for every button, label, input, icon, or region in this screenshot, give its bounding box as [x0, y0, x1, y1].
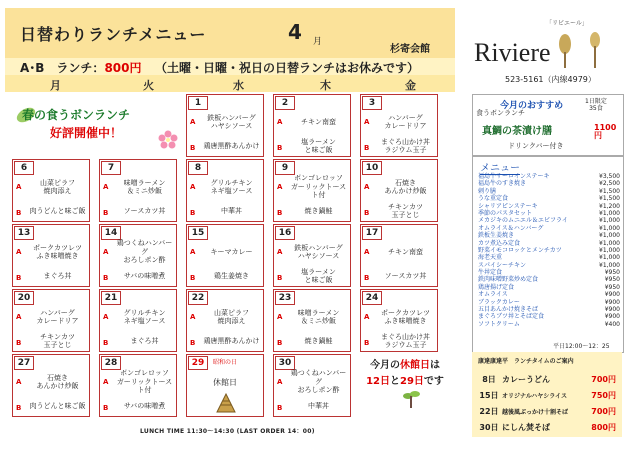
- menu-item-price: ¥1,000: [599, 217, 620, 225]
- menu-item-price: ¥2,500: [599, 180, 620, 188]
- recommend-item-1: 食うボンランチ: [476, 109, 525, 117]
- menu-item-name: オムライス: [478, 291, 508, 299]
- promo-line1: 春の食うボンランチ: [22, 108, 131, 122]
- promo-line2: 好評開催中！: [50, 126, 123, 140]
- menu-item-price: ¥1,000: [599, 232, 620, 240]
- set-b-label: B: [277, 404, 283, 412]
- menu-item-price: ¥1,500: [599, 195, 620, 203]
- logo-small: 「リビエール」: [546, 20, 588, 27]
- closed-note-end: です: [423, 376, 444, 387]
- calendar-cell: [273, 94, 351, 157]
- set-a-dish: キーマカレー: [210, 247, 253, 256]
- recommend-drink: ドリンクバー付き: [508, 142, 564, 150]
- menu-item-name: メカジキのムニエル＆エビフライ: [478, 217, 568, 225]
- calendar-cell: [273, 354, 351, 417]
- price-label-text: A･B ランチ：: [20, 61, 105, 75]
- lunch-time: LUNCH TIME 11:30～14:30 (LAST ORDER 14：00): [140, 428, 315, 435]
- calendar-date: 13: [14, 226, 34, 240]
- set-b-dish: まぐろ丼: [43, 271, 72, 280]
- calendar-cell: [186, 159, 264, 222]
- calendar-date: 15: [188, 226, 208, 240]
- menu-item-price: ¥950: [604, 283, 620, 291]
- set-b-label: B: [103, 339, 109, 347]
- calendar-date: 22: [188, 291, 208, 305]
- menu-item-price: ¥950: [604, 269, 620, 277]
- closed-day-2: 29日: [400, 376, 424, 387]
- sakura-icon: [158, 130, 178, 150]
- special-item: [476, 374, 616, 385]
- menu-item-name: 福島牛サーロインステーキ: [478, 173, 550, 180]
- set-b-dish: チキンカツ 玉子とじ: [388, 202, 423, 219]
- special-item-price: 750円: [591, 391, 616, 400]
- closed-note-mid: と: [390, 376, 400, 387]
- set-b-dish: 中華丼: [308, 401, 329, 410]
- set-a-dish: 山菜ピラフ 焼肉添え: [40, 178, 75, 195]
- set-a-label: A: [190, 118, 196, 126]
- holiday-tag: 昭和の日: [213, 359, 238, 366]
- set-a-label: A: [16, 183, 22, 191]
- set-b-dish: 鶏唐黒酢あんかけ: [203, 336, 260, 345]
- set-a-dish: ハンバーグ カレードリア: [36, 308, 79, 325]
- set-b-dish: まぐろ山かけ丼 ラジウム玉子: [381, 332, 430, 349]
- calendar-date: 29: [188, 356, 208, 370]
- special-item-price: 800円: [591, 423, 616, 432]
- set-a-dish: 鉄板ハンバーグ ハヤシソース: [294, 243, 343, 260]
- set-b-dish: 焼き鍋鮭: [304, 206, 333, 215]
- weekday-fri: 金: [405, 79, 416, 92]
- set-b-label: B: [277, 274, 283, 282]
- set-a-label: A: [190, 183, 196, 191]
- calendar-cell: [360, 159, 438, 222]
- menu-item-name: 刺り膳: [478, 187, 497, 195]
- calendar-cell: [186, 289, 264, 352]
- set-b-dish: 塩ラーメン と味ご飯: [301, 137, 336, 154]
- set-a-label: A: [103, 313, 109, 321]
- special-item: [476, 406, 616, 417]
- menu-item-name: うな重定食: [478, 195, 509, 203]
- calendar-date: 8: [188, 161, 208, 175]
- menu-item: [478, 299, 620, 306]
- calendar-cell: [12, 159, 90, 222]
- calendar-date: 16: [275, 226, 295, 240]
- menu-item: [478, 180, 620, 187]
- weekday-mon: 月: [50, 79, 61, 92]
- recommend-limit-1: 1日限定: [585, 98, 607, 105]
- calendar-cell: [99, 354, 177, 417]
- menu-item: [478, 217, 620, 224]
- set-a-label: A: [16, 248, 22, 256]
- sprout-icon: [402, 388, 420, 410]
- menu-item-price: ¥900: [604, 306, 620, 314]
- calendar-date: 28: [101, 356, 121, 370]
- calendar-cell: [99, 159, 177, 222]
- set-b-label: B: [103, 274, 109, 282]
- menu-item-name: 季節のパスタセット: [478, 209, 533, 217]
- calendar-cell: [273, 159, 351, 222]
- set-a-label: A: [364, 248, 370, 256]
- set-a-label: A: [364, 313, 370, 321]
- set-a-label: A: [103, 248, 109, 256]
- special-item: [476, 422, 616, 433]
- calendar-date: 3: [362, 96, 382, 110]
- set-a-dish: ポークカツレツ ふき味噌焼き: [33, 243, 82, 260]
- special-item-dish: カレーうどん: [502, 375, 550, 384]
- menu-item-name: 牛丼定食: [478, 269, 503, 277]
- special-item-dish: にしん焚そば: [502, 423, 550, 432]
- calendar-date: 24: [362, 291, 382, 305]
- calendar-cell: [273, 224, 351, 287]
- menu-item-price: ¥1,000: [599, 209, 620, 217]
- menu-item-name: 海老天重: [478, 254, 503, 262]
- set-a-label: A: [277, 313, 283, 321]
- set-a-dish: 鶏つくねハンバーグ おろしポン酢: [290, 369, 347, 395]
- set-a-dish: 山菜ピラフ 焼肉添え: [214, 308, 249, 325]
- menu-item-price: ¥1,000: [599, 224, 620, 232]
- recommend-price-unit: 円: [594, 131, 602, 140]
- set-a-dish: ポークカツレツ ふき味噌焼き: [381, 308, 430, 325]
- calendar-cell: [12, 354, 90, 417]
- set-a-dish: ボンゴレロッソ ガーリックトースト付: [290, 174, 347, 200]
- menu-item-price: ¥1,000: [599, 246, 620, 254]
- set-a-dish: 鉄板ハンバーグ ハヤシソース: [207, 113, 256, 130]
- bamboo-shoot-icon: [215, 393, 237, 413]
- calendar-cell: [99, 224, 177, 287]
- menu-title: メニュー: [480, 159, 520, 175]
- closed-note-post: は: [430, 360, 440, 371]
- weekday-wed: 水: [233, 79, 244, 92]
- menu-item-price: ¥900: [604, 298, 620, 306]
- calendar-date: 17: [362, 226, 382, 240]
- set-b-dish: 肉うどんと味ご飯: [29, 401, 86, 410]
- calendar-date: 7: [101, 161, 121, 175]
- calendar-date: 10: [362, 161, 382, 175]
- weekday-tue: 火: [143, 79, 154, 92]
- set-b-label: B: [16, 404, 22, 412]
- menu-item-name: まぐろブツ丼とそば定食: [478, 313, 545, 321]
- special-item-dish: 越後風ぶっかけ十割そば: [502, 409, 569, 416]
- set-b-label: B: [277, 144, 283, 152]
- set-a-dish: チキン南蛮: [301, 117, 336, 126]
- closed-note-pre: 今月の: [370, 360, 400, 371]
- set-a-label: A: [103, 378, 109, 386]
- calendar-cell: [186, 94, 264, 157]
- special-item-date: 22日: [479, 407, 499, 416]
- menu-item-name: 福島牛のすき焼き: [478, 180, 527, 188]
- menu-item-name: カツ煮込み定食: [478, 239, 521, 247]
- menu-item: [478, 262, 620, 269]
- calendar-cell: [12, 224, 90, 287]
- month-unit: 月: [313, 37, 323, 47]
- set-a-label: A: [16, 378, 22, 386]
- menu-item-name: 五目あんかけ焼きそば: [478, 306, 539, 314]
- set-a-label: A: [277, 183, 283, 191]
- menu-item-price: ¥1,500: [599, 187, 620, 195]
- set-a-label: A: [16, 313, 22, 321]
- price-value: 800円: [104, 61, 142, 75]
- menu-item-price: ¥900: [604, 313, 620, 321]
- calendar-date: 14: [101, 226, 121, 240]
- calendar-cell: [360, 224, 438, 287]
- set-b-label: B: [364, 339, 370, 347]
- closed-note-word: 休館日: [400, 360, 430, 371]
- set-a-label: A: [277, 248, 283, 256]
- set-b-dish: 中華丼: [221, 206, 242, 215]
- calendar-date: 21: [101, 291, 121, 305]
- calendar-cell: [12, 289, 90, 352]
- special-title: 康達康達平 ランチタイムのご案内: [478, 358, 574, 365]
- menu-item-price: ¥1,000: [599, 261, 620, 269]
- menu-hours: 平日12:00～12：25: [553, 343, 610, 350]
- set-b-dish: まぐろ丼: [130, 336, 159, 345]
- menu-item-price: ¥1,000: [599, 239, 620, 247]
- recommend-price: [594, 124, 616, 140]
- set-a-dish: ボンゴレロッソ ガーリックトースト付: [116, 369, 173, 395]
- menu-item-name: 鉄板生姜焼き: [478, 232, 515, 240]
- menu-item: [478, 291, 620, 298]
- menu-item: [478, 203, 620, 210]
- calendar-cell: [360, 94, 438, 157]
- set-b-label: B: [103, 404, 109, 412]
- calendar-cell: [360, 289, 438, 352]
- set-b-dish: 肉うどんと味ご飯: [29, 206, 86, 215]
- calendar-cell: [273, 289, 351, 352]
- menu-item: [478, 232, 620, 239]
- menu-item: [478, 195, 620, 202]
- set-a-label: A: [190, 313, 196, 321]
- set-a-dish: 味噌ラーメン ＆ミニ炒飯: [297, 308, 340, 325]
- set-b-label: B: [364, 144, 370, 152]
- set-a-dish: 石焼き あんかけ炒飯: [36, 373, 79, 390]
- set-a-label: A: [277, 118, 283, 126]
- menu-list: [478, 173, 620, 328]
- set-a-label: A: [364, 183, 370, 191]
- calendar-date: 20: [14, 291, 34, 305]
- special-item-dish: オリジナルハヤシライス: [502, 393, 567, 400]
- calendar-date: 23: [275, 291, 295, 305]
- trees-icon: [555, 30, 610, 70]
- menu-item-price: ¥1,000: [599, 254, 620, 262]
- set-b-dish: 鶏唐黒酢あんかけ: [203, 141, 260, 150]
- set-b-dish: チキンカツ 玉子とじ: [40, 332, 75, 349]
- page-title: 日替わりランチメニュー: [20, 25, 207, 44]
- set-a-label: A: [277, 378, 283, 386]
- set-b-dish: ソースカツ丼: [384, 271, 427, 280]
- calendar-date: 1: [188, 96, 208, 110]
- set-b-label: B: [16, 209, 22, 217]
- calendar-date: 9: [275, 161, 295, 175]
- phone-number: 523-5161（内線4979）: [505, 75, 596, 84]
- set-a-label: A: [103, 183, 109, 191]
- set-b-label: B: [190, 209, 196, 217]
- menu-item-price: ¥950: [604, 276, 620, 284]
- menu-item: [478, 276, 620, 283]
- set-a-label: A: [364, 118, 370, 126]
- menu-item-name: シャリアピンステーキ: [478, 202, 538, 210]
- set-b-dish: サバの味噌煮: [123, 401, 166, 410]
- price-label: [20, 59, 142, 76]
- recommend-limit: [585, 98, 607, 112]
- set-b-dish: まぐろ山かけ丼 ラジウム玉子: [381, 137, 430, 154]
- special-item-date: 30日: [479, 423, 499, 432]
- set-b-label: B: [16, 274, 22, 282]
- set-b-label: B: [277, 209, 283, 217]
- special-item-price: 700円: [591, 375, 616, 384]
- special-item-price: 700円: [591, 407, 616, 416]
- set-a-dish: 石焼き あんかけ炒飯: [384, 178, 427, 195]
- special-item-date: 8日: [482, 375, 496, 384]
- set-b-dish: サバの味噌煮: [123, 271, 166, 280]
- menu-item-name: 鉄肉味噌野菜炒め定食: [478, 276, 539, 284]
- menu-item-name: 野菜イモコロッケとメンチカツ: [478, 246, 562, 254]
- menu-item-price: ¥400: [604, 320, 620, 328]
- menu-item: [478, 240, 620, 247]
- weekday-thu: 木: [320, 79, 331, 92]
- recommend-item-2: 真鯛の茶漬け膳: [482, 126, 552, 137]
- weekday-bar: [5, 75, 455, 92]
- set-b-label: B: [103, 209, 109, 217]
- set-a-dish: グリルチキン ネギ塩ソース: [210, 178, 253, 195]
- closed-day-1: 12日: [366, 376, 390, 387]
- calendar-date: 6: [14, 161, 34, 175]
- set-a-dish: チキン南蛮: [388, 247, 423, 256]
- set-a-dish: ハンバーグ カレードリア: [384, 113, 427, 130]
- menu-item-price: ¥3,500: [599, 173, 620, 180]
- calendar-date: 30: [275, 356, 295, 370]
- closed-note: [360, 358, 450, 390]
- closed-label: 休館日: [213, 378, 237, 387]
- calendar-cell: [186, 224, 264, 287]
- set-b-label: B: [364, 274, 370, 282]
- special-item: [476, 390, 616, 401]
- calendar-cell: [99, 289, 177, 352]
- set-b-dish: ソースカツ丼: [123, 206, 166, 215]
- menu-item-name: オムライス＆ハンバーグ: [478, 224, 544, 232]
- calendar-cell: [186, 354, 264, 417]
- holiday-note: （土曜・日曜・祝日の日替ランチはお休みです）: [155, 61, 420, 75]
- menu-item-name: 鶏唐揚げ定食: [478, 283, 515, 291]
- set-b-label: B: [190, 339, 196, 347]
- menu-item: [478, 313, 620, 320]
- menu-item: [478, 254, 620, 261]
- menu-item-price: ¥1,200: [599, 202, 620, 210]
- set-a-dish: 味噌ラーメン ＆ミニ炒飯: [123, 178, 166, 195]
- set-b-label: B: [277, 339, 283, 347]
- recommend-title: 今月のおすすめ: [500, 101, 564, 111]
- set-b-label: B: [190, 144, 196, 152]
- set-b-label: B: [190, 274, 196, 282]
- menu-item-name: ブラックカレー: [478, 298, 520, 306]
- set-a-dish: グリルチキン ネギ塩ソース: [123, 308, 166, 325]
- hall-name: 杉寄会館: [390, 44, 430, 55]
- menu-item-price: ¥900: [604, 291, 620, 299]
- set-b-dish: 塩ラーメン と味ご飯: [301, 267, 336, 284]
- set-b-dish: 鶏生姜焼き: [214, 271, 249, 280]
- set-a-label: A: [190, 248, 196, 256]
- set-b-dish: 焼き鍋鮭: [304, 336, 333, 345]
- recommend-price-num: 1100: [594, 123, 617, 132]
- menu-item: [478, 321, 620, 328]
- set-b-label: B: [364, 209, 370, 217]
- restaurant-name: Riviere: [474, 38, 551, 67]
- month-number: 4: [288, 20, 302, 44]
- menu-item: [478, 210, 620, 217]
- calendar-date: 27: [14, 356, 34, 370]
- calendar-date: 2: [275, 96, 295, 110]
- special-item-date: 15日: [479, 391, 499, 400]
- set-b-label: B: [16, 339, 22, 347]
- recommend-limit-2: 35食: [589, 105, 603, 112]
- menu-item-name: ソフトクリーム: [478, 320, 520, 328]
- menu-item-name: スパイシーチキン: [478, 261, 526, 269]
- set-a-dish: 鶏つくねハンバーグ おろしポン酢: [116, 239, 173, 265]
